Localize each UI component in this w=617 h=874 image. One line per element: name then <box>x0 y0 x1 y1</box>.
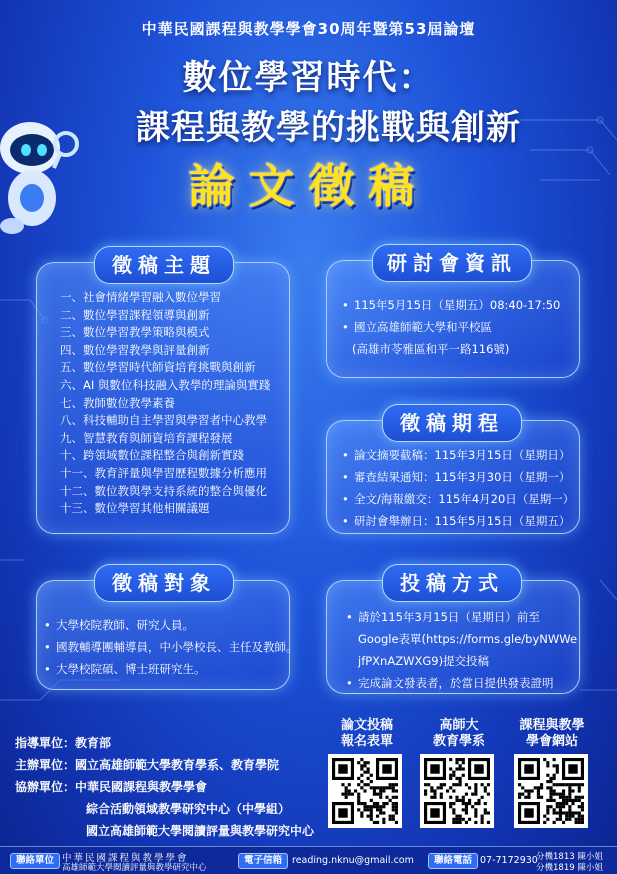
list-item: • 全文/海報繳交：115年4月20日（星期一） <box>340 488 574 510</box>
list-item: 二、數位學習課程領導與創新 <box>60 307 210 322</box>
list-item: 一、社會情緒學習融入數位學習 <box>60 290 221 304</box>
list-item: • 完成論文發表者，於當日提供發表證明 <box>344 672 554 694</box>
host-unit: 主辦單位：國立高雄師範大學教育學系、教育學院 <box>15 758 280 772</box>
qr-label-society: 課程與教學 學會網站 <box>519 718 585 749</box>
contact-tag: 聯絡單位 <box>10 853 60 869</box>
list-item: 四、數位學習教學與評量創新 <box>60 342 210 357</box>
guide-unit: 指導單位：教育部 <box>15 736 112 750</box>
conference-list <box>340 294 560 338</box>
email-tag: 電子信箱 <box>238 853 288 869</box>
contact-org-1: 中華民國課程與教學學會 <box>62 853 189 864</box>
event-subtitle: 中華民國課程與教學學會30周年暨第53屆論壇 <box>141 20 476 38</box>
schedule-list <box>340 444 574 532</box>
submission-url-line1: Google表單(https://forms.gle/byNWWe <box>358 632 578 646</box>
main-title-line2: 課程與教學的挑戰與創新 <box>136 108 521 148</box>
co-organizer-2: 綜合活動領域教學研究中心（中學組） <box>86 802 291 816</box>
main-title-line1: 數位學習時代： <box>182 58 435 98</box>
list-item: 九、智慧教育與師資培育課程發展 <box>60 430 233 445</box>
list-item: • 大學校院教師、研究人員。 <box>42 614 298 636</box>
list-item: • 國教輔導團輔導員，中小學校長、主任及教師。 <box>42 636 298 658</box>
list-item: • 請於115年3月15日（星期日）前至 <box>344 606 540 628</box>
list-item: 十、跨領域數位課程整合與創新實踐 <box>60 448 244 463</box>
phone-ext-2: 分機1819 陳小姐 <box>536 863 603 873</box>
footer <box>0 846 617 874</box>
phone-ext-1: 分機1813 陳小姐 <box>536 852 603 862</box>
themes-list <box>60 289 270 518</box>
submission-header: 投稿方式 <box>382 564 522 602</box>
email-address[interactable]: reading.nknu@gmail.com <box>292 855 414 866</box>
list-item: 五、數位學習時代師資培育挑戰與創新 <box>60 360 256 375</box>
list-item: 三、數位學習教學策略與模式 <box>60 325 210 340</box>
conference-header: 研討會資訊 <box>372 244 532 282</box>
qr-label-submission: 論文投稿 報名表單 <box>340 718 393 749</box>
list-item: 八、科技輔助自主學習與學習者中心教學 <box>60 413 267 428</box>
schedule-header: 徵稿期程 <box>382 404 522 442</box>
co-organizer-3: 國立高雄師範大學閱讀評量與教學研究中心 <box>86 824 315 838</box>
conference-address: (高雄市苓雅區和平一路116號) <box>352 342 510 356</box>
audience-list <box>42 614 298 680</box>
qr-code-department[interactable] <box>420 754 494 828</box>
co-organizer: 協辦單位：中華民國課程與教學學會 <box>15 780 208 794</box>
call-for-papers-title: 論文徵稿 <box>188 159 429 213</box>
submission-list <box>344 606 540 628</box>
list-item: • 論文摘要截稿：115年3月15日（星期日） <box>340 444 574 466</box>
list-item: 十一、教育評量與學習歷程數據分析應用 <box>60 465 267 480</box>
phone-tag: 聯絡電話 <box>428 853 478 869</box>
list-item: 十二、數位教與學支持系統的整合與優化 <box>60 483 267 498</box>
list-item: 七、教師數位教學素養 <box>60 395 175 410</box>
list-item: • 審查結果通知：115年3月30日（星期一） <box>340 466 574 488</box>
list-item: 十三、數位學習其他相關議題 <box>60 501 210 516</box>
qr-code-submission[interactable] <box>328 754 402 828</box>
list-item: • 大學校院碩、博士班研究生。 <box>42 658 298 680</box>
list-item: • 115年5月15日（星期五）08:40-17:50 <box>340 294 560 316</box>
list-item: • 研討會舉辦日：115年5月15日（星期五） <box>340 510 574 532</box>
list-item: • 國立高雄師範大學和平校區 <box>340 316 560 338</box>
themes-header: 徵稿主題 <box>94 246 234 284</box>
submission-list-2 <box>344 672 554 694</box>
qr-code-society[interactable] <box>514 754 588 828</box>
list-item: 六、AI 與數位科技融入教學的理論與實踐 <box>60 377 271 392</box>
submission-url-line2: jfPXnAZWXG9)提交投稿 <box>358 654 490 668</box>
phone-number: 07-7172930 <box>480 855 538 866</box>
qr-label-department: 高師大 教育學系 <box>432 718 485 749</box>
audience-header: 徵稿對象 <box>94 564 234 602</box>
contact-org-2: 高雄師範大學閱讀評量與教學研究中心 <box>62 863 207 873</box>
robot-mascot-icon <box>0 108 80 238</box>
